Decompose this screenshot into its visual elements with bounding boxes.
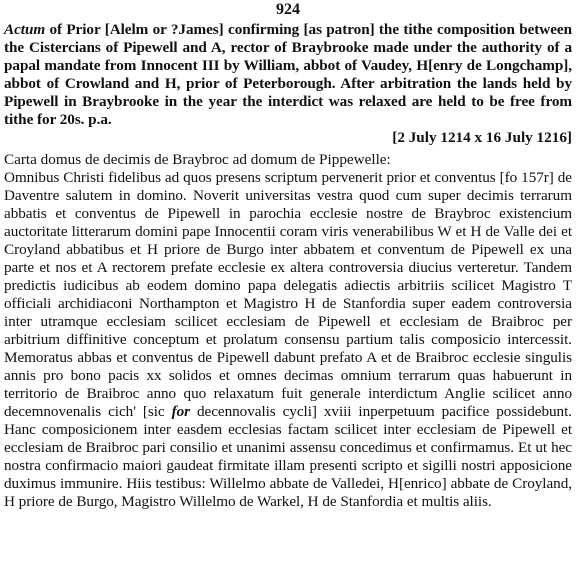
summary-lead-word: Actum: [4, 21, 46, 38]
entry-number: 924: [276, 1, 300, 18]
charter-text-part-2: decennovalis cycli] xviii inperpetuum pacifice possidebunt. Hanc composicionem inter easdem ecclesias factam scilicet inter ecclesiam de Pipewell et ecclesiam de Braibroc pari consilio et unanimi assensu concedimus et confirmamus. Et ut hec nostra confirmacio maiori gaudeat firmitate illam presenti scripto et sigilli nostri apposicione duximus immunire. Hiis testibus: Willelmo abbate de Valledei, H[enrico] abbate de Croyland, H priore de Burgo, Magistro Willelmo de Warkel, H de Stanfordia et multis aliis.: [4, 403, 572, 510]
entry-date: [2 July 1214 x 16 July 1216]: [392, 129, 572, 146]
charter-heading: Carta domus de decimis de Braybroc ad domum de Pippewelle:: [4, 151, 391, 168]
document-page: [4, 0, 572, 511]
charter-emphasis-for: for: [171, 403, 190, 420]
entry-summary: [4, 21, 572, 129]
summary-text: of Prior [Alelm or ?James] confirming [as patron] the tithe composition between the Cistercians of Pipewell and A, rector of Braybrooke made under the authority of a papal mandate from Innocent III by William, abbot of Vaudey, H[enry de Longchamp], abbot of Crowland and H, prior of Peterborough. After arbitration the lands held by Pipewell in Braybrooke in the year the interdict was relaxed are held to be free from tithe for 20s. p.a.: [4, 21, 572, 128]
charter-text-part-1: Omnibus Christi fidelibus ad quos presens scriptum pervenerit prior et conventus [fo 157r] de Daventre salutem in domino. Noverit universitas vestra quod cum super decimis terrarum abbatis et conventus de Pipewell in parochia ecclesie nostre de Braybroc existencium auctoritate litterarum domini pape Innocentii coram viris venerabilibus W et H de Valle dei et Croyland abbatibus et H priore de Burgo inter abbatem et conventum de Pipewell ex una parte et nos et A rectorem prefate ecclesie ex altera controversia diucius verteretur. Tandem predictis iudicibus ab eodem domino papa delegatis adiectis arbitriis scilicet Magistro T officiali archidiaconi Northampton et Magistro H de Stanfordia super eadem controversia inter utramque ecclesiam scilicet ecclesiam de Pipewell et ecclesiam de Braibroc per arbitrium diffinitive conceptum et prolatum consensu partium talis composicio intercessit. Memoratus abbas et conventus de Pipewell dabunt prefato A et de Braibroc ecclesie singulis annis pro bono pacis xx solidos et omnes decimas omnium terrarum quas habuerunt in territorio de Braibroc anno quo relaxatum fuit generale interdictum Anglie scilicet anno decemnovenalis cich' [sic: [4, 169, 572, 420]
charter-text: [4, 169, 572, 511]
